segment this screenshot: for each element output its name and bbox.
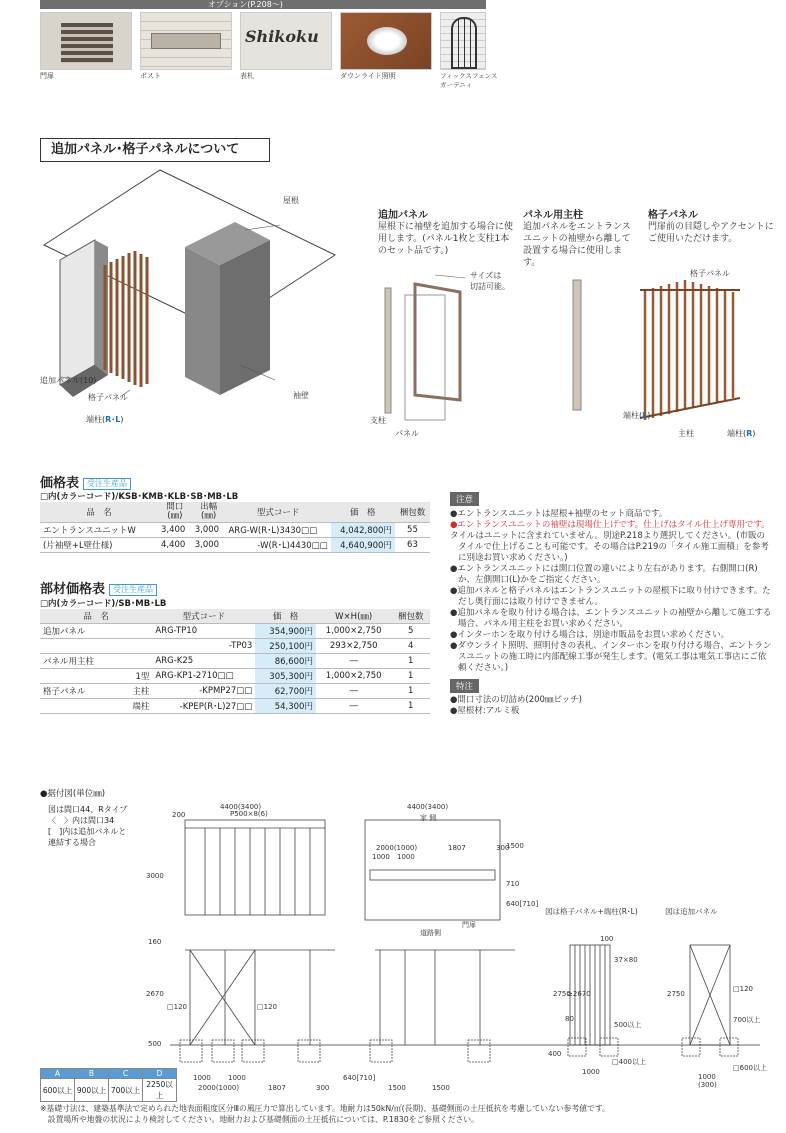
dim-label: 1500 [432, 1084, 450, 1092]
dim-label: ≥2670 [567, 990, 591, 998]
table-row: 追加パネル ARG-TP10 354,900円 1,000×2,750 5 [40, 624, 430, 639]
special-list [450, 695, 772, 717]
dim-label: 80 [565, 1015, 574, 1023]
dim-label: 1000 [228, 1074, 246, 1082]
table-row: 1型 ARG-KP1-2710□□ 305,300円 1,000×2,750 1 [40, 669, 430, 684]
list-item: ●ダウンライト照明、照明付きの表札、インターホンを取り付ける場合、エントランスユニットの施工時に内部配線工事が発生します。(電気工事は電気工事店にご依頼ください。) [450, 641, 772, 673]
color-code-note: □内(カラーコード)/SB･MB･LB [40, 599, 167, 609]
dim-label: 家 側 [420, 814, 437, 822]
dim-label: 1000 [193, 1074, 211, 1082]
side-wall-label: 袖壁 [293, 391, 309, 400]
end-post-r-label: 端柱(R) [727, 429, 756, 438]
price-table: 品 名 間口 (㎜) 出幅 (㎜) 型式コード 価 格 梱包数 エントランスユニットW 3,400 3,000 ARG-W(R･L)3430□□ 4,042,800円 55 (片袖壁+L壁仕様) 4,400 3,000 -W(R･L)4430□□ 4,640,900円 63 [40, 502, 430, 553]
feature-add-panel: 追加パネル 屋根下に袖壁を追加する場合に使用します。(パネル1枚と支柱1本のセット品です。) [378, 210, 514, 256]
dim-label: 4400(3400) [407, 803, 449, 811]
dim-label: 4400(3400) [220, 803, 262, 811]
dim-label: 300 [496, 844, 510, 852]
dim-label: 1000 [397, 853, 415, 861]
section-title: 追加パネル･格子パネルについて [40, 138, 270, 162]
list-item: ●間口寸法の切詰め(200㎜ピッチ) [450, 695, 582, 705]
abcd-table: A B C D 600以上 900以上 700以上 2250以上 [40, 1068, 177, 1102]
install-title: ●据付図(単位㎜) [40, 789, 106, 799]
post-thumbnail [140, 12, 232, 70]
list-item: ●屋根材:アルミ板 [450, 706, 520, 716]
end-post-l-label: 端柱(L) [623, 411, 651, 420]
installation-drawing [170, 800, 780, 1100]
dim-label: 1000 [582, 1068, 600, 1076]
dim-label: 3000 [146, 872, 164, 880]
dim-label: 300 [316, 1084, 330, 1092]
made-to-order-tag: 受注生産品 [83, 478, 131, 490]
thumb-caption: 表札 [240, 72, 254, 80]
table-row: 格子パネル 主柱 -KPMP27□□ 62,700円 ― 1 [40, 684, 430, 699]
dim-label: 1500 [506, 842, 524, 850]
table-row: -TP03 250,100円 293×2,750 4 [40, 639, 430, 654]
color-code-note: □内(カラーコード)/KSB･KMB･KLB･SB･MB･LB [40, 492, 239, 502]
thumb-caption: 門扉 [40, 72, 54, 80]
notes-list [450, 509, 772, 674]
table-row: パネル用主柱 ARG-K25 86,600円 ― 1 [40, 654, 430, 669]
install-desc: 図は間口44、Rタイプ 〈 〉内は間口34 [ ]内は追加パネルと 連結する場合 [48, 805, 128, 847]
dim-label: 2670 [146, 990, 164, 998]
nameplate-logo: Shikoku [245, 27, 319, 46]
dim-label: 100 [600, 935, 614, 943]
special-heading: 特注 [450, 679, 479, 693]
dim-label: 1000 [372, 853, 390, 861]
table-row: 端柱 -KPEP(R･L)27□□ 54,300円 ― 1 [40, 699, 430, 714]
dim-label: 700以上 [733, 1016, 761, 1024]
list-item: ●インターホンを取り付ける場合は、別途市販品をお買い求めください。 [450, 630, 730, 640]
lattice-label: 格子パネル [690, 269, 730, 278]
thumb-caption: ダウンライト照明 [340, 72, 396, 80]
footnote: ※基礎寸法は、建築基準法で定められた地表面粗度区分Ⅲの風圧力で算出しています。地耐力は50kN/㎡(長期)、基礎側面の土圧抵抗を考慮していない参考値です。 設置場所や地盤の状況により検討してください。地耐力および基礎側面の土圧抵抗については、P.1830をご参照ください。 [40, 1104, 610, 1124]
downlight-thumbnail [340, 12, 432, 70]
dim-label: 1807 [448, 844, 466, 852]
list-item: ●エントランスユニットは屋根+袖壁のセット商品です。 [450, 509, 668, 519]
roof-label: 屋根 [283, 196, 299, 205]
dim-label: □120 [257, 1003, 277, 1011]
dim-label: 2750 [553, 990, 571, 998]
list-item: ●追加パネルと格子パネルはエントランスユニットの屋根下に取り付けできます。ただし奥行面には取り付けできません。 [450, 586, 771, 607]
dim-label: 500 [148, 1040, 162, 1048]
dim-label: 1500 [388, 1084, 406, 1092]
dim-label: 門扉 [462, 921, 476, 929]
panel-label: パネル [395, 429, 419, 438]
dim-label: (300) [698, 1081, 717, 1089]
dim-label: 2000(1000) [198, 1084, 240, 1092]
dim-label: 1000 [698, 1073, 716, 1081]
dim-label: 160 [148, 938, 162, 946]
support-label: 支柱 [370, 416, 386, 425]
feature-lattice-panel: 格子パネル 門扉前の目隠しやアクセントにご使用いただけます。 [648, 210, 774, 244]
dim-label: 640[710] [506, 900, 539, 908]
feature-main-post: パネル用主柱 追加パネルをエントランスユニットの袖壁から離して設置する場合に使用します。 [523, 210, 631, 268]
end-post-label: 端柱(R･L) [86, 415, 124, 424]
dim-label: P500×8(6) [230, 810, 268, 818]
nameplate-thumbnail [240, 12, 332, 70]
dim-label: □120 [167, 1003, 187, 1011]
parts-table-title: 部材価格表 受注生産品 [40, 578, 157, 597]
dim-label: 400 [548, 1050, 562, 1058]
made-to-order-tag: 受注生産品 [109, 584, 157, 596]
dim-label: □600以上 [733, 1064, 767, 1072]
dim-label: □400以上 [612, 1058, 646, 1066]
fig1-label: 図は格子パネル+端柱(R･L) [545, 907, 638, 916]
main-post-label: 主柱 [678, 429, 694, 438]
gate-thumbnail [40, 12, 132, 70]
table-row: (片袖壁+L壁仕様) 4,400 3,000 -W(R･L)4430□□ 4,640,900円 63 [40, 538, 430, 553]
dim-label: 道路側 [420, 929, 441, 937]
list-item: ●エントランスユニットには開口位置の違いにより左右があります。右側開口(R)か、左側開口(L)かをご指定ください。 [450, 564, 758, 585]
dim-label: 2000(1000) [376, 844, 418, 852]
list-item: タイルはユニットに含まれていません。別途P.218より選択してください。(市販のタイルで仕上げることも可能です。その場合はP.219の「タイル施工面積」を参考に別途お買い求めください。) [450, 531, 769, 563]
dim-label: □120 [733, 985, 753, 993]
list-item: ●追加パネルを取り付ける場合は、エントランスユニットの袖壁から離して施工する場合、パネル用主柱をお買い求めください。 [450, 608, 772, 629]
parts-table: 品 名 型式コード 価 格 W×H(㎜) 梱包数 追加パネル ARG-TP10 354,900円 1,000×2,750 5 -TP03 250,100円 293×2,750 4 パネル用主柱 ARG-K25 86,600円 ― 1 1型 ARG-KP1-2710□□ 305,300円 1,000×2,750 1 格子パネル 主柱 -KPMP27□□ 62,700円 ― 1 端柱 -KPEP(R･L)27□□ 54,300円 ― 1 [40, 609, 430, 714]
dim-label: 1807 [268, 1084, 286, 1092]
options-banner: オプション(P.208〜) [40, 0, 486, 9]
size-note: サイズは 切詰可能。 [470, 271, 510, 291]
dim-label: 37×80 [614, 956, 638, 964]
lattice-panel-label: 格子パネル [88, 393, 128, 402]
price-table-title: 価格表 受注生産品 [40, 472, 131, 491]
fig2-label: 図は追加パネル [665, 907, 718, 916]
table-row: エントランスユニットW 3,400 3,000 ARG-W(R･L)3430□□ 4,042,800円 55 [40, 523, 430, 538]
add-panel-label: 追加パネル(10) [40, 376, 97, 385]
notes-box [450, 492, 772, 717]
notes-heading: 注意 [450, 492, 479, 506]
dim-label: 710 [506, 880, 520, 888]
dim-label: 500以上 [614, 1021, 642, 1029]
dim-label: 2750 [667, 990, 685, 998]
fence-thumbnail [440, 12, 486, 70]
parts-illustration [375, 270, 785, 440]
dim-label: 640[710] [343, 1074, 376, 1082]
dim-label: 200 [172, 811, 186, 819]
thumb-caption: フィックスフェンス ガーデニィ [440, 72, 498, 89]
list-item: ●エントランスユニットの袖壁は現場仕上げです。仕上げはタイル仕上げ専用です。 [450, 520, 770, 530]
thumb-caption: ポスト [140, 72, 161, 80]
